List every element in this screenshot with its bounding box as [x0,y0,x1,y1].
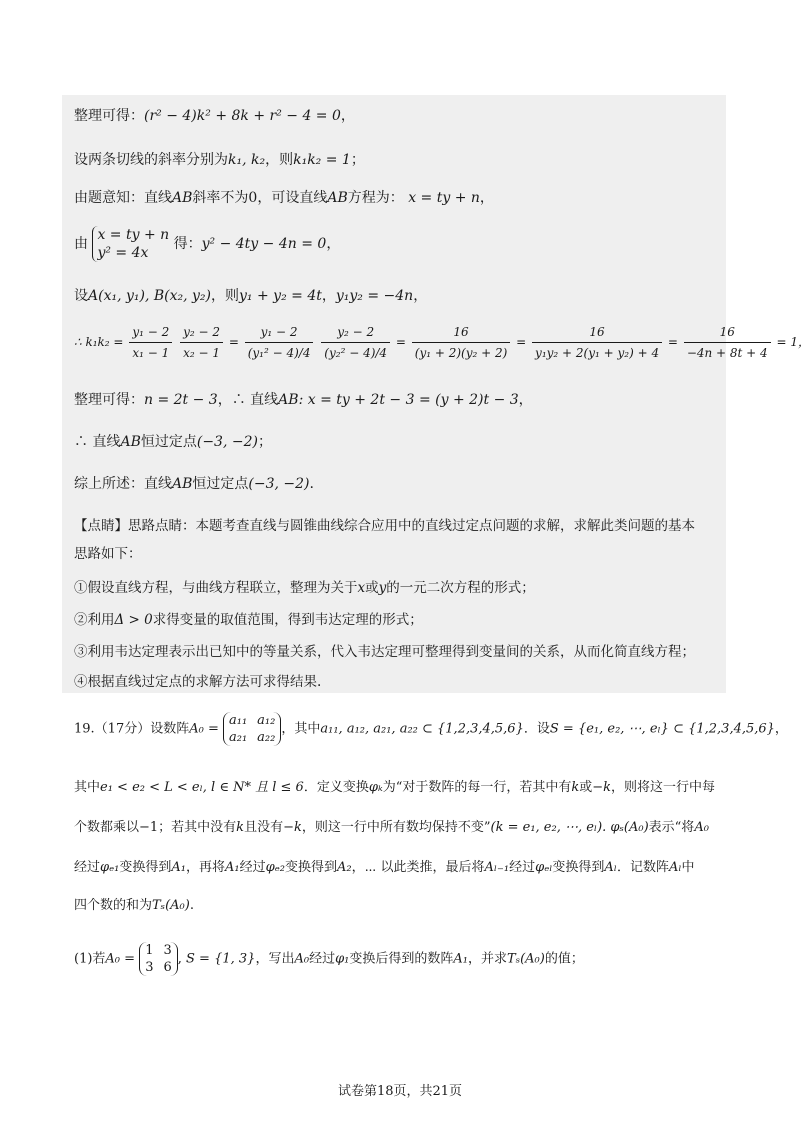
solution-line [74,150,365,170]
math: (k = e₁, e₂, ⋯, eₗ) [490,820,603,835]
note-line: 【点睛】思路点睛：本题考查直线与圆锥曲线综合应用中的直线过定点问题的求解，求解此类问题的基本 [74,518,695,534]
equals: = [395,335,406,349]
text: (1)若 [74,951,106,967]
text: ， [774,721,788,737]
equation: x = ty + n [408,190,480,206]
text: ； [257,434,272,450]
math: A₁ [171,860,186,875]
text: 设 [74,288,88,304]
solution-line [74,106,355,126]
math: AB [172,476,193,492]
math: = 1， [776,335,810,349]
math: Tₛ(A₀) [152,898,190,913]
equals: = [667,335,678,349]
solution-line [74,432,272,452]
note-line: 思路如下： [74,546,142,562]
math: (−3, −2) [196,434,258,450]
text: ，∴ 直线 [217,392,279,408]
text: ， [479,190,494,206]
text: 经过 [509,860,536,875]
step-1 [74,578,535,598]
fraction [532,322,662,363]
problem-19-line [74,818,709,838]
solution-line [74,188,494,208]
math: A₀ = [189,721,219,737]
math: y [378,580,387,596]
text: 得： [173,236,202,252]
text: 的值； [544,951,584,967]
text: 由 [74,236,88,252]
math: (−3, −2) [248,476,310,492]
numerator: y₂ − 2 [180,322,223,343]
problem-19-line [74,712,788,746]
equals: = [516,335,527,349]
fraction [245,322,314,363]
math: AB [327,190,348,206]
text: ，可设直线 [257,190,328,206]
text: 由题意知：直线 [74,190,172,206]
denominator: (y₂² − 4)/4 [324,346,388,360]
math: −k [283,820,302,835]
math: e₁ < e₂ < L < eₗ, l ∈ N* 且 l ≤ 6 [100,780,304,795]
denominator: (y₁² − 4)/4 [247,346,311,360]
math: φₑ₂ [265,860,285,875]
denominator: y₁y₂ + 2(y₁ + y₂) + 4 [535,346,660,360]
text: 恒过定点 [192,476,249,492]
denominator: −4n + 8t + 4 [686,346,768,360]
fraction [129,322,172,363]
matrix [139,942,178,976]
numerator: y₁ − 2 [129,322,172,343]
text: 变换得到 [552,860,605,875]
text: 个数都乘以−1；若其中没有 [74,820,237,835]
text: ①假设直线方程，与曲线方程联立，整理为关于 [74,580,358,596]
numerator: 16 [684,322,771,343]
text: ，再将 [186,860,226,875]
text: 斜率不为 [192,190,249,206]
math: A(x₁, y₁), B(x₂, y₂) [88,288,212,304]
text: 或 [579,780,593,795]
math: x [357,580,366,596]
step-4: ④根据直线过定点的求解方法可求得结果. [74,674,322,690]
math: ∴ k₁k₂ = [74,335,124,349]
math: φ₁ [335,951,350,967]
text: . [189,898,194,913]
text: 整理可得： [74,392,144,408]
text: 恒过定点 [140,434,197,450]
math: k₁, k₂ [228,152,266,168]
fraction [684,322,771,363]
math: Δ > 0 [114,612,153,628]
math: A₀ = [105,951,136,967]
matrix-cell: a₁₂ [257,713,276,728]
denominator: (y₁ + 2)(y₂ + 2) [414,346,508,360]
text: ， [321,288,336,304]
text: ， [518,392,533,408]
text: 经过 [309,951,336,967]
text: 为“对于数阵的每一行，若其中有 [382,780,572,795]
solution-line [74,474,314,494]
math: Aₗ₋₁ [484,860,510,875]
question-1 [74,942,584,976]
equation: x = ty + n [97,227,170,243]
equals: = [228,335,239,349]
solution-line [74,390,533,410]
text: 19.（17分）设数阵 [74,721,190,737]
math: S = {1, 3} [186,951,256,967]
page-footer: 试卷第18页，共21页 [337,1084,463,1099]
math: . φₛ(A₀) [602,820,649,835]
text: 求得变量的取值范围，得到韦达定理的形式； [152,612,423,628]
step-2 [74,610,423,630]
text: 综上所述：直线 [74,476,172,492]
text: ，写出 [255,951,295,967]
math: −k [592,780,612,795]
text: ， [326,236,341,252]
text: 经过 [74,860,101,875]
problem-19-line [74,858,695,878]
solution-line [74,286,427,306]
numerator: y₁ − 2 [245,322,314,343]
math: A₂ [337,860,352,875]
matrix-cell: a₁₁ [228,713,248,728]
math: S = {e₁, e₂, ⋯, eₗ} ⊂ {1,2,3,4,5,6} [549,721,775,737]
math: Aₗ [604,860,617,875]
math: A₁ [453,951,469,967]
math: A₀ [694,820,709,835]
text: 且没有 [244,820,284,835]
math: 0 [248,190,258,206]
text: ，其中 [281,721,321,737]
numerator: 16 [412,322,511,343]
denominator: x₂ − 1 [183,346,220,360]
fraction [412,322,511,363]
text: 其中 [74,780,101,795]
text: 变换得到 [285,860,338,875]
fraction [180,322,223,363]
math: φₑ₁ [100,860,120,875]
equation: y² − 4ty − 4n = 0 [201,236,327,252]
math: A₁ [225,860,240,875]
text: 设两条切线的斜率分别为 [74,152,228,168]
math: Aₗ [668,860,682,875]
solution-line [74,322,810,363]
text: 经过 [239,860,266,875]
text: ②利用 [74,612,115,628]
text: ，则将这一行中每 [611,780,716,795]
text: ，并求 [468,951,508,967]
math: φₑₗ [535,860,553,875]
solution-line [74,226,340,262]
equation: y₁ + y₂ = 4t [239,288,322,304]
text: ； [350,152,365,168]
text: ，则 [265,152,294,168]
text: 表示“将 [648,820,695,835]
matrix-cell: a₂₂ [257,730,276,745]
text: ∴ 直线 [74,434,121,450]
text: ，则 [211,288,240,304]
fraction [321,322,390,363]
math: k [236,820,245,835]
text: ，⋯ 以此类推，最后将 [351,860,485,875]
math: AB [172,190,193,206]
text: ．定义变换 [303,780,369,795]
text: 或 [365,580,379,596]
text: 变换后得到的数阵 [349,951,454,967]
text: ， [340,108,355,124]
problem-19-line [74,896,194,916]
text: , [177,951,187,967]
matrix-cell: 3 [163,943,172,958]
matrix-cell: 6 [163,960,172,975]
equation: AB: x = ty + 2t − 3 = (y + 2)t − 3 [278,392,519,408]
matrix-cell: 1 [145,943,154,958]
equation: (r² − 4)k² + 8k + r² − 4 = 0 [144,108,341,124]
math: k [571,780,580,795]
numerator: y₂ − 2 [321,322,390,343]
text: ，则这一行中所有数均保持不变” [301,820,491,835]
text: . [309,476,314,492]
equation: y² = 4x [97,245,149,261]
text: ．设 [523,721,550,737]
math: a₁₁, a₁₂, a₂₁, a₂₂ ⊂ {1,2,3,4,5,6} [320,721,524,737]
step-3: ③利用韦达定理表示出已知中的等量关系，代入韦达定理可整理得到变量间的关系，从而化简直线方程； [74,644,695,660]
math: A₀ [294,951,310,967]
equation: n = 2t − 3 [144,392,218,408]
denominator: x₁ − 1 [132,346,170,360]
matrix [223,712,281,746]
matrix-cell: a₂₁ [228,730,248,745]
text: 变换得到 [119,860,172,875]
matrix-cell: 3 [145,960,154,975]
text: ， [413,288,428,304]
text: 中 [681,860,695,875]
math: AB [120,434,141,450]
equation: y₁y₂ = −4n [335,288,414,304]
problem-19-line [74,778,715,798]
text: 方程为： [347,190,404,206]
text: ．记数阵 [616,860,669,875]
equation-system [92,226,169,262]
text: 整理可得： [74,108,144,124]
text: 四个数的和为 [74,898,153,913]
equation: k₁k₂ = 1 [293,152,351,168]
math: φₖ [368,780,383,795]
numerator: 16 [532,322,662,343]
math: Tₛ(A₀) [507,951,545,967]
text: 的一元二次方程的形式； [386,580,535,596]
